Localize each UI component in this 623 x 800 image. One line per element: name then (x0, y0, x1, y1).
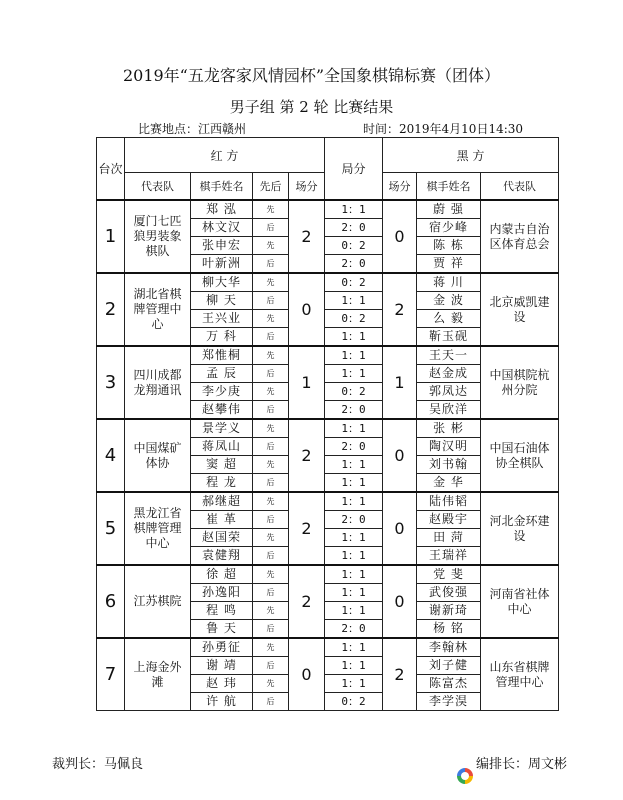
time-text: 时间：2019年4月10日14:30 (363, 122, 524, 136)
black-player-name: 刘书翰 (417, 456, 481, 474)
header-order: 先后 (253, 173, 289, 201)
game-score: 1：1 (325, 565, 383, 584)
board-row (97, 346, 559, 365)
red-player-name: 郑惟桐 (191, 346, 253, 365)
header-table-no: 台次 (97, 138, 125, 201)
move-order: 先 (253, 273, 289, 292)
game-score: 0：2 (325, 273, 383, 292)
move-order: 先 (253, 602, 289, 620)
results-table (96, 137, 559, 711)
game-score: 2：0 (325, 438, 383, 456)
black-player-name: 张 彬 (417, 419, 481, 438)
black-match-points: 2 (383, 638, 417, 711)
header-red-team: 代表队 (125, 173, 191, 201)
black-player-name: 陈富杰 (417, 675, 481, 693)
game-score: 1：1 (325, 657, 383, 675)
game-score: 1：1 (325, 292, 383, 310)
black-player-name: 金 华 (417, 474, 481, 493)
move-order: 后 (253, 401, 289, 420)
game-score: 1：1 (325, 200, 383, 219)
table-number: 2 (97, 273, 125, 346)
red-player-name: 谢 靖 (191, 657, 253, 675)
table-number: 7 (97, 638, 125, 711)
black-player-name: 蔚 强 (417, 200, 481, 219)
black-player-name: 刘子健 (417, 657, 481, 675)
move-order: 后 (253, 474, 289, 493)
move-order: 后 (253, 438, 289, 456)
black-player-name: 党 斐 (417, 565, 481, 584)
header-red-side: 红 方 (125, 138, 325, 173)
black-match-points: 0 (383, 419, 417, 492)
game-score: 2：0 (325, 511, 383, 529)
red-player-name: 蒋凤山 (191, 438, 253, 456)
black-match-points: 1 (383, 346, 417, 419)
header-black-side: 黑 方 (383, 138, 559, 173)
game-score: 2：0 (325, 219, 383, 237)
red-player-name: 袁健翔 (191, 547, 253, 566)
move-order: 先 (253, 383, 289, 401)
red-player-name: 张申宏 (191, 237, 253, 255)
move-order: 先 (253, 237, 289, 255)
board-row (97, 492, 559, 511)
page-subtitle: 男子组 第 2 轮 比赛结果 (229, 98, 394, 116)
header-black-points: 场分 (383, 173, 417, 201)
black-match-points: 0 (383, 492, 417, 565)
black-team-name: 河北金环建设 (481, 492, 559, 565)
black-team-name: 北京威凯建设 (481, 273, 559, 346)
black-team-name: 河南省社体中心 (481, 565, 559, 638)
move-order: 后 (253, 365, 289, 383)
black-player-name: 李翰林 (417, 638, 481, 657)
black-player-name: 王天一 (417, 346, 481, 365)
red-player-name: 郑 泓 (191, 200, 253, 219)
move-order: 后 (253, 584, 289, 602)
game-score: 1：1 (325, 365, 383, 383)
move-order: 后 (253, 657, 289, 675)
red-team-name: 厦门七匹狼男装象棋队 (125, 200, 191, 273)
black-player-name: 宿少峰 (417, 219, 481, 237)
black-player-name: 王瑞祥 (417, 547, 481, 566)
red-player-name: 柳 天 (191, 292, 253, 310)
red-player-name: 许 航 (191, 693, 253, 711)
black-player-name: 靳玉砚 (417, 328, 481, 347)
board-row (97, 419, 559, 438)
red-player-name: 景学义 (191, 419, 253, 438)
table-number: 1 (97, 200, 125, 273)
red-player-name: 孙勇征 (191, 638, 253, 657)
red-team-name: 江苏棋院 (125, 565, 191, 638)
chief-arranger: 编排长：周文彬 (476, 757, 568, 772)
header-black-team: 代表队 (481, 173, 559, 201)
game-score: 2：0 (325, 255, 383, 274)
move-order: 先 (253, 675, 289, 693)
red-team-name: 中国煤矿体协 (125, 419, 191, 492)
game-score: 1：1 (325, 492, 383, 511)
black-player-name: 郭凤达 (417, 383, 481, 401)
game-score: 1：1 (325, 529, 383, 547)
black-player-name: 陈 栋 (417, 237, 481, 255)
red-player-name: 孟 辰 (191, 365, 253, 383)
board-row (97, 565, 559, 584)
move-order: 后 (253, 328, 289, 347)
black-player-name: 杨 铭 (417, 620, 481, 639)
red-player-name: 李少庚 (191, 383, 253, 401)
header-red-points: 场分 (289, 173, 325, 201)
game-score: 1：1 (325, 328, 383, 347)
game-score: 1：1 (325, 346, 383, 365)
black-player-name: 赵金成 (417, 365, 481, 383)
move-order: 后 (253, 255, 289, 274)
game-score: 1：1 (325, 419, 383, 438)
move-order: 后 (253, 292, 289, 310)
black-player-name: 陶汉明 (417, 438, 481, 456)
board-row (97, 200, 559, 219)
header-red-player: 棋手姓名 (191, 173, 253, 201)
red-team-name: 黑龙江省棋牌管理中心 (125, 492, 191, 565)
black-player-name: 田 菏 (417, 529, 481, 547)
black-player-name: 谢新琦 (417, 602, 481, 620)
move-order: 后 (253, 693, 289, 711)
venue-text: 比赛地点：江西赣州 (138, 122, 247, 136)
board-row (97, 273, 559, 292)
red-player-name: 程 鸣 (191, 602, 253, 620)
black-player-name: 么 毅 (417, 310, 481, 328)
black-team-name: 中国棋院杭州分院 (481, 346, 559, 419)
red-player-name: 柳大华 (191, 273, 253, 292)
move-order: 后 (253, 219, 289, 237)
red-team-name: 四川成都龙翔通讯 (125, 346, 191, 419)
app-logo-icon (457, 768, 473, 784)
black-player-name: 蒋 川 (417, 273, 481, 292)
red-match-points: 0 (289, 638, 325, 711)
red-player-name: 郝继超 (191, 492, 253, 511)
game-score: 1：1 (325, 547, 383, 566)
red-match-points: 2 (289, 492, 325, 565)
red-player-name: 鲁 天 (191, 620, 253, 639)
move-order: 先 (253, 200, 289, 219)
red-player-name: 赵攀伟 (191, 401, 253, 420)
game-score: 1：1 (325, 675, 383, 693)
black-player-name: 李学淏 (417, 693, 481, 711)
move-order: 先 (253, 346, 289, 365)
board-row (97, 638, 559, 657)
game-score: 0：2 (325, 237, 383, 255)
black-team-name: 内蒙古自治区体育总会 (481, 200, 559, 273)
red-match-points: 2 (289, 565, 325, 638)
red-team-name: 湖北省棋牌管理中心 (125, 273, 191, 346)
black-match-points: 2 (383, 273, 417, 346)
red-player-name: 孙逸阳 (191, 584, 253, 602)
black-match-points: 0 (383, 565, 417, 638)
header-game-score: 局分 (325, 138, 383, 201)
black-team-name: 中国石油体协全棋队 (481, 419, 559, 492)
game-score: 1：1 (325, 584, 383, 602)
game-score: 0：2 (325, 693, 383, 711)
move-order: 先 (253, 565, 289, 584)
red-player-name: 徐 超 (191, 565, 253, 584)
black-player-name: 陆伟韬 (417, 492, 481, 511)
black-player-name: 赵殿宇 (417, 511, 481, 529)
red-player-name: 程 龙 (191, 474, 253, 493)
game-score: 2：0 (325, 401, 383, 420)
move-order: 后 (253, 511, 289, 529)
game-score: 1：1 (325, 456, 383, 474)
red-match-points: 1 (289, 346, 325, 419)
game-score: 1：1 (325, 638, 383, 657)
red-player-name: 赵国荣 (191, 529, 253, 547)
red-team-name: 上海金外滩 (125, 638, 191, 711)
black-player-name: 金 波 (417, 292, 481, 310)
red-match-points: 2 (289, 419, 325, 492)
move-order: 先 (253, 456, 289, 474)
black-player-name: 武俊强 (417, 584, 481, 602)
move-order: 先 (253, 638, 289, 657)
black-team-name: 山东省棋牌管理中心 (481, 638, 559, 711)
game-score: 2：0 (325, 620, 383, 639)
page-title: 2019年“五龙客家风情园杯”全国象棋锦标赛（团体） (122, 66, 501, 85)
table-number: 3 (97, 346, 125, 419)
red-player-name: 崔 革 (191, 511, 253, 529)
move-order: 后 (253, 620, 289, 639)
move-order: 先 (253, 529, 289, 547)
move-order: 先 (253, 419, 289, 438)
game-score: 1：1 (325, 602, 383, 620)
move-order: 先 (253, 492, 289, 511)
black-match-points: 0 (383, 200, 417, 273)
game-score: 0：2 (325, 310, 383, 328)
red-player-name: 赵 玮 (191, 675, 253, 693)
red-player-name: 林文汉 (191, 219, 253, 237)
move-order: 先 (253, 310, 289, 328)
black-player-name: 吴欣洋 (417, 401, 481, 420)
red-player-name: 窦 超 (191, 456, 253, 474)
table-number: 5 (97, 492, 125, 565)
game-score: 0：2 (325, 383, 383, 401)
header-black-player: 棋手姓名 (417, 173, 481, 201)
table-number: 6 (97, 565, 125, 638)
chief-referee: 裁判长：马佩良 (52, 757, 144, 772)
red-player-name: 万 科 (191, 328, 253, 347)
table-number: 4 (97, 419, 125, 492)
red-match-points: 0 (289, 273, 325, 346)
move-order: 后 (253, 547, 289, 566)
red-player-name: 王兴业 (191, 310, 253, 328)
game-score: 1：1 (325, 474, 383, 493)
black-player-name: 贾 祥 (417, 255, 481, 274)
red-player-name: 叶新洲 (191, 255, 253, 274)
red-match-points: 2 (289, 200, 325, 273)
